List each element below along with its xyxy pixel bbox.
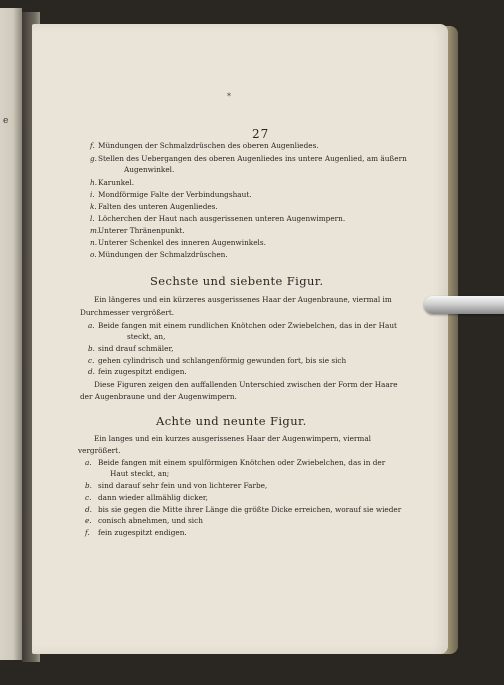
- list-item-mark: c.: [88, 356, 95, 365]
- list-item-mark: h.: [90, 178, 98, 187]
- list-item-text: fein zugespitzt endigen.: [98, 367, 187, 376]
- list-item-text: fein zugespitzt endigen.: [98, 528, 187, 537]
- paragraph-line: Ein langes und ein kurzes ausgerissenes Haar der Augenwimpern, viermal: [94, 434, 372, 443]
- list-item-text: dann wieder allmählig dicker,: [98, 493, 208, 502]
- list-item-mark: b.: [88, 344, 95, 353]
- list-item-text: Karunkel.: [98, 178, 135, 187]
- left-page-mark: e: [3, 116, 9, 126]
- list-item-continuation: Augenwinkel.: [124, 165, 175, 174]
- list-item-text: Mündungen der Schmalzdrüschen des oberen Augenliedes.: [98, 141, 319, 150]
- list-item-mark: c.: [85, 493, 92, 502]
- list-item-mark: e.: [85, 516, 92, 525]
- ornament-star: *: [227, 92, 231, 101]
- list-item-mark: b.: [85, 481, 92, 490]
- list-item-text: sind darauf sehr fein und von lichterer Farbe,: [98, 481, 268, 490]
- list-item-mark: l.: [90, 214, 95, 223]
- book-page: [32, 24, 448, 654]
- list-item-mark: f.: [85, 528, 90, 537]
- list-item-text: Beide fangen mit einem rundlichen Knötchen oder Zwiebelchen, das in der Haut: [98, 321, 397, 330]
- paragraph-line: Diese Figuren zeigen den auffallenden Unterschied zwischen der Form der Haare: [94, 380, 398, 389]
- list-item-mark: a.: [88, 321, 95, 330]
- list-item-text: Unterer Schenkel des inneren Augenwinkels.: [98, 238, 266, 247]
- list-item-mark: m.: [90, 226, 100, 235]
- list-item-text: Löcherchen der Haut nach ausgerissenen unteren Augenwimpern.: [98, 214, 346, 223]
- list-item-mark: f.: [90, 141, 95, 150]
- list-item-mark: i.: [90, 190, 95, 199]
- page-clip: [424, 296, 504, 314]
- section-heading: Achte und neunte Figur.: [156, 414, 307, 428]
- section-heading: Sechste und siebente Figur.: [150, 274, 324, 288]
- list-item-mark: o.: [90, 250, 97, 259]
- paragraph-line: vergrößert.: [78, 446, 121, 455]
- list-item-text: gehen cylindrisch und schlangenförmig gewunden fort, bis sie sich: [98, 356, 347, 365]
- list-item-mark: a.: [85, 458, 92, 467]
- left-page-edge: [0, 8, 22, 660]
- list-item-text: Mondförmige Falte der Verbindungshaut.: [98, 190, 252, 199]
- list-item-continuation: steckt, an,: [127, 332, 166, 341]
- list-item-mark: d.: [88, 367, 95, 376]
- list-item-mark: n.: [90, 238, 98, 247]
- page-number: 27: [252, 127, 270, 141]
- paragraph-line: Durchmesser vergrößert.: [80, 308, 175, 317]
- list-item-continuation: Haut steckt, an;: [110, 469, 170, 478]
- paragraph-line: der Augenbraune und der Augenwimpern.: [80, 392, 237, 401]
- list-item-mark: d.: [85, 505, 92, 514]
- list-item-text: bis sie gegen die Mitte ihrer Länge die größte Dicke erreichen, worauf sie wieder: [98, 505, 402, 514]
- list-item-text: conisch abnehmen, und sich: [98, 516, 203, 525]
- list-item-text: Unterer Thränenpunkt.: [98, 226, 185, 235]
- list-item-text: Falten des unteren Augenliedes.: [98, 202, 218, 211]
- list-item-text: sind drauf schmäler,: [98, 344, 174, 353]
- list-item-mark: g.: [90, 154, 97, 163]
- paragraph-line: Ein längeres und ein kürzeres ausgerissenes Haar der Augenbraune, viermal im: [94, 295, 392, 304]
- page-content: [32, 24, 448, 654]
- list-item-text: Beide fangen mit einem spulförmigen Knötchen oder Zwiebelchen, das in der: [98, 458, 386, 467]
- list-item-mark: k.: [90, 202, 97, 211]
- list-item-text: Stellen des Uebergangen des oberen Augenliedes ins untere Augenlied, am äußern: [98, 154, 407, 163]
- list-item-text: Mündungen der Schmalzdrüschen.: [98, 250, 228, 259]
